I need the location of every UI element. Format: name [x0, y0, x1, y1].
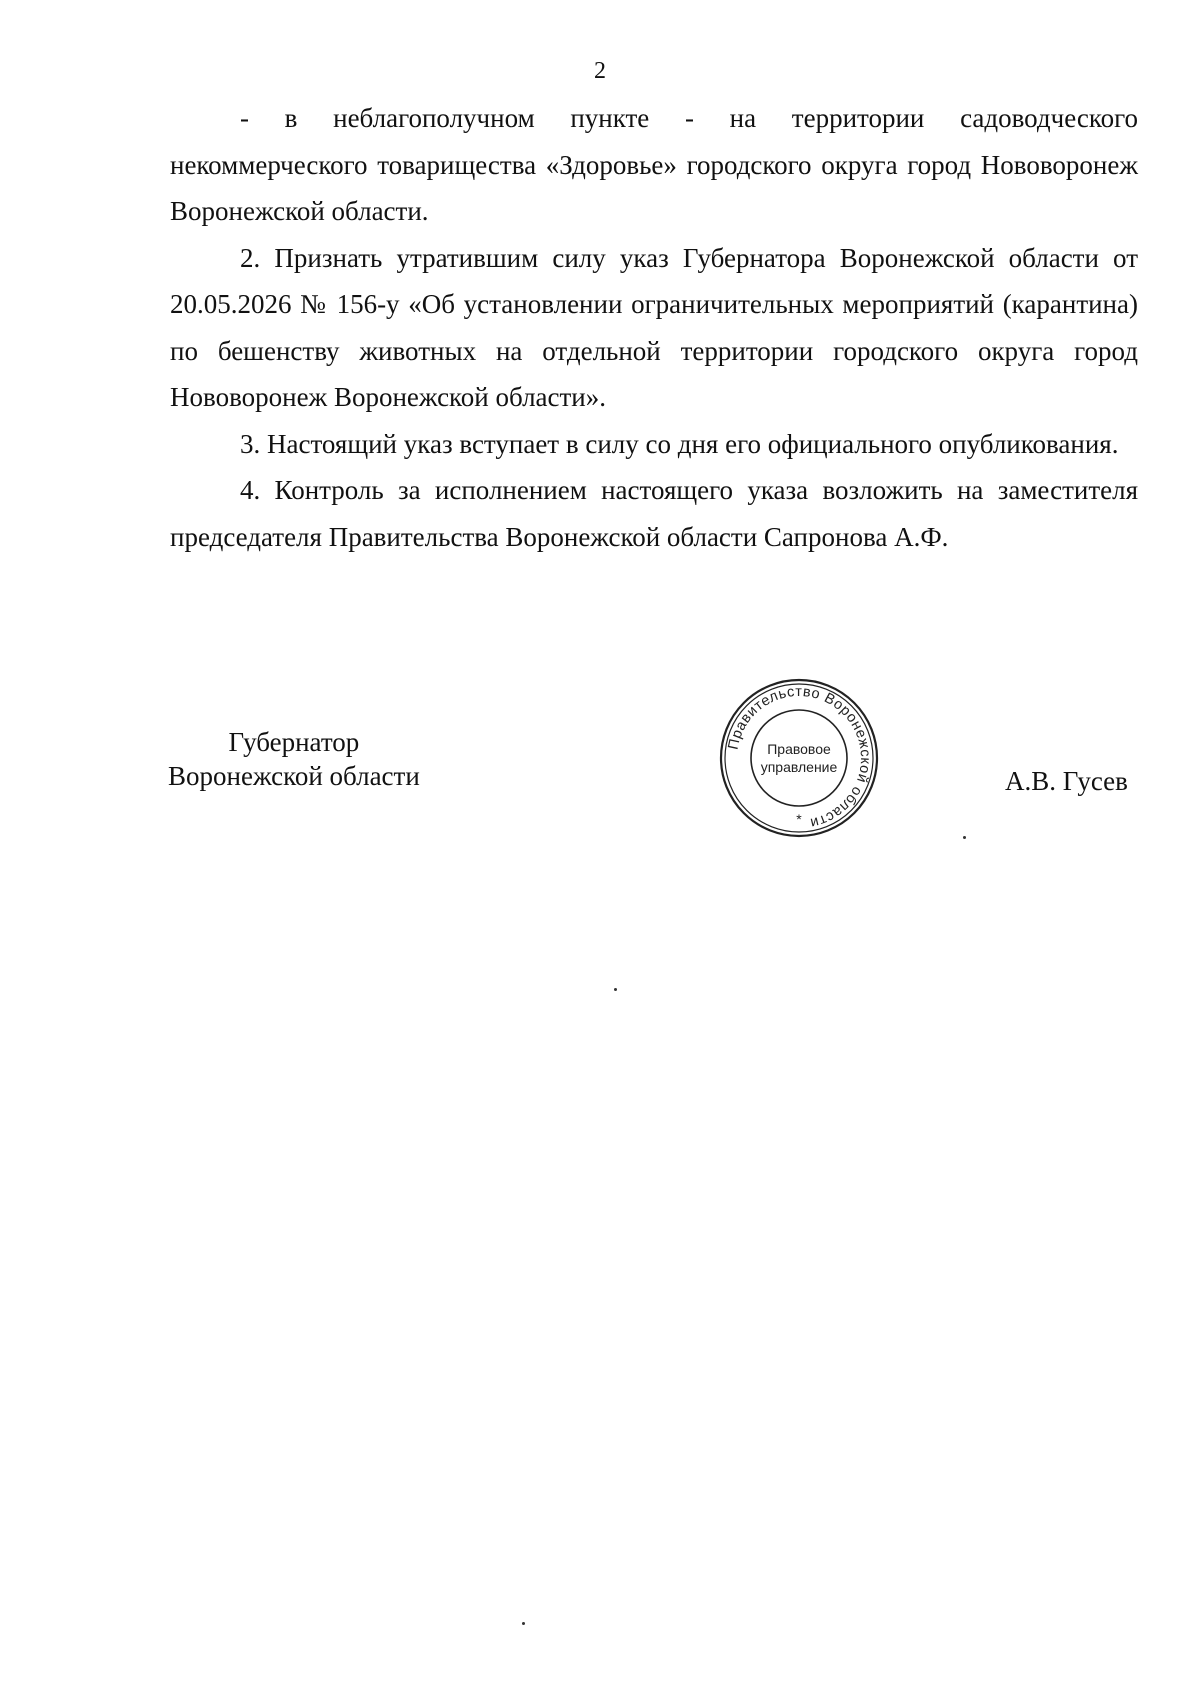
document-body — [170, 95, 1138, 560]
page-number: 2 — [594, 58, 606, 84]
paragraph-3: 3. Настоящий указ вступает в силу со дня его официального опубликования. — [240, 428, 1119, 459]
paragraph-1: - в неблагополучном пункте - на территории садоводческого некоммерческого товарищества «Здоровье» городского округа город Нововоронеж Воронежской области. — [170, 103, 1138, 226]
signatory-name: А.В. Гусев — [1005, 766, 1128, 796]
signatory-title — [168, 725, 420, 793]
paragraph-2: 2. Признать утратившим силу указ Губернатора Воронежской области от 20.05.2026 № 156-у «Об установлении ограничительных мероприятий (карантина) по бешенству животных на отдельной территории городского округа город Нововоронеж Воронежской области». — [170, 242, 1138, 412]
seal-inner-line1: Правовое — [767, 741, 831, 757]
svg-text:Правительство Воронежской обла — [726, 684, 874, 831]
paragraph-4: 4. Контроль за исполнением настоящего указа возложить на заместителя председателя Правительства Воронежской области Сапронова А.Ф. — [170, 475, 1138, 552]
scan-speck — [522, 1622, 525, 1625]
scan-speck — [614, 988, 617, 991]
seal-star-icon: * — [796, 811, 802, 827]
seal-outer-text: Правительство Воронежской области — [725, 683, 874, 831]
signatory-title-line1: Губернатор — [228, 727, 360, 757]
seal-inner-line2: управление — [760, 759, 838, 775]
official-seal — [718, 677, 880, 839]
scan-speck — [963, 836, 966, 839]
signatory-title-line2: Воронежской области — [168, 761, 420, 791]
